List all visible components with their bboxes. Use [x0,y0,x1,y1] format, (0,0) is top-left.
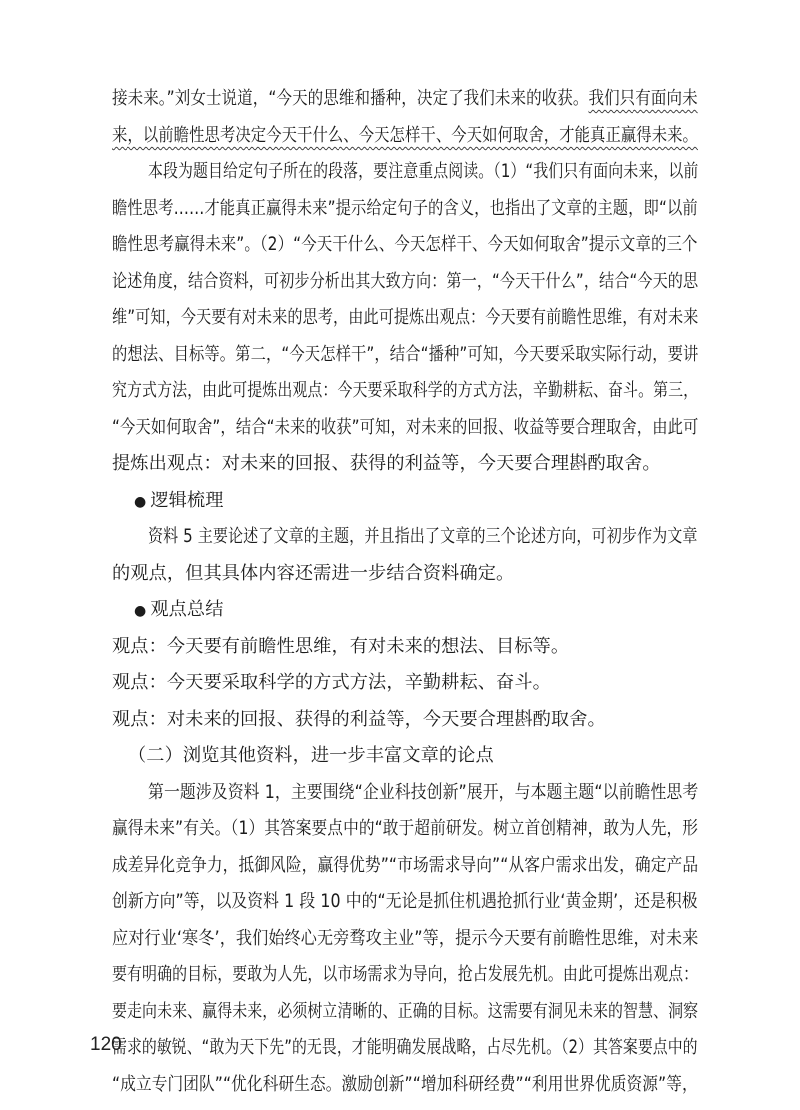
text-line: “成立专门团队”“优化科研生态。激励创新”“增加科研经费”“利用世界优质资源”等， [112,1074,698,1095]
text-line: 论述角度，结合资料，可初步分析出其大致方向：第一，“今天干什么”，结合“今天的思 [112,271,699,292]
paragraph-start: 资料 5 主要论述了文章的主题，并且指出了文章的三个论述方向，可初步作为文章 [148,526,698,547]
page-number: 120 [90,1034,122,1055]
text-line: 赢得未来”有关。（1）其答案要点中的“敢于超前研发。树立首创精神，敢为人先，形 [112,818,698,839]
viewpoint-line: 观点：对未来的回报、获得的利益等，今天要合理斟酌取舍。 [112,709,606,730]
section-heading-summary: ● 观点总结 [134,599,224,620]
text-line: 的想法、目标等。第二，“今天怎样干”，结合“播种”可知，今天要采取实际行动，要讲 [112,344,699,365]
text-line: 维”可知，今天要有对未来的思考，由此可提炼出观点：今天要有前瞻性思维，有对未来 [112,307,699,328]
text-line: 成差异化竞争力，抵御风险，赢得优势”“市场需求导向”“从客户需求出发，确定产品 [112,855,699,876]
text-line: “今天如何取舍”，结合“未来的收获”可知，对未来的回报、收益等要合理取舍，由此可 [112,417,699,438]
text-line: 需求的敏锐、“敢为天下先”的无畏，才能明确发展战略，占尽先机。（2）其答案要点中的 [112,1037,698,1058]
paragraph-start: 第一题涉及资料 1，主要围绕“企业科技创新”展开，与本题主题“以前瞻性思考 [148,782,699,803]
text-line: 的观点，但其具体内容还需进一步结合资料确定。 [112,563,515,584]
text-line: 瞻性思考……才能真正赢得未来”提示给定句子的含义，也指出了文章的主题，即“以前 [112,198,698,219]
paragraph-start: 本段为题目给定句子所在的段落，要注意重点阅读。（1）“我们只有面向未来，以前 [148,161,699,182]
text-line: 接未来。”刘女士说道，“今天的思维和播种，决定了我们未来的收获。我们只有面向未 [112,88,698,109]
underlined-quote: 我们只有面向未 [588,88,698,109]
bullet-icon: ● [134,494,147,510]
section-heading-logic: ● 逻辑梳理 [134,490,224,511]
text-line: 究方式方法，由此可提炼出观点：今天要采取科学的方式方法，辛勤耕耘、奋斗。第三， [112,380,699,401]
text-line: 要有明确的目标，要敢为人先，以市场需求为导向，抢占发展先机。由此可提炼出观点： [112,964,699,985]
text-line: 创新方向”等，以及资料 1 段 10 中的“无论是抓住机遇抢抓行业‘黄金期’，还是积极 [112,891,698,912]
subsection-heading: （二）浏览其他资料，进一步丰富文章的论点 [128,745,494,766]
text-line: 提炼出观点：对未来的回报、获得的利益等，今天要合理斟酌取舍。 [112,453,661,474]
text-line: 瞻性思考赢得未来”。（2）“今天干什么、今天怎样干、今天如何取舍”提示文章的三个 [112,234,698,255]
viewpoint-line: 观点：今天要有前瞻性思维，有对未来的想法、目标等。 [112,636,570,657]
viewpoint-line: 观点：今天要采取科学的方式方法，辛勤耕耘、奋斗。 [112,672,551,693]
bullet-icon: ● [134,603,147,619]
text-line [112,121,698,151]
underlined-quote: 来，以前瞻性思考决定今天干什么、今天怎样干、今天如何取舍，才能真正赢得未来。 [112,125,698,146]
text-line: 要走向未来、赢得未来，必须树立清晰的、正确的目标。这需要有洞见未来的智慧、洞察 [112,1001,699,1022]
text-line: 应对行业‘寒冬’，我们始终心无旁骛攻主业”等，提示今天要有前瞻性思维，对未来 [112,928,699,949]
